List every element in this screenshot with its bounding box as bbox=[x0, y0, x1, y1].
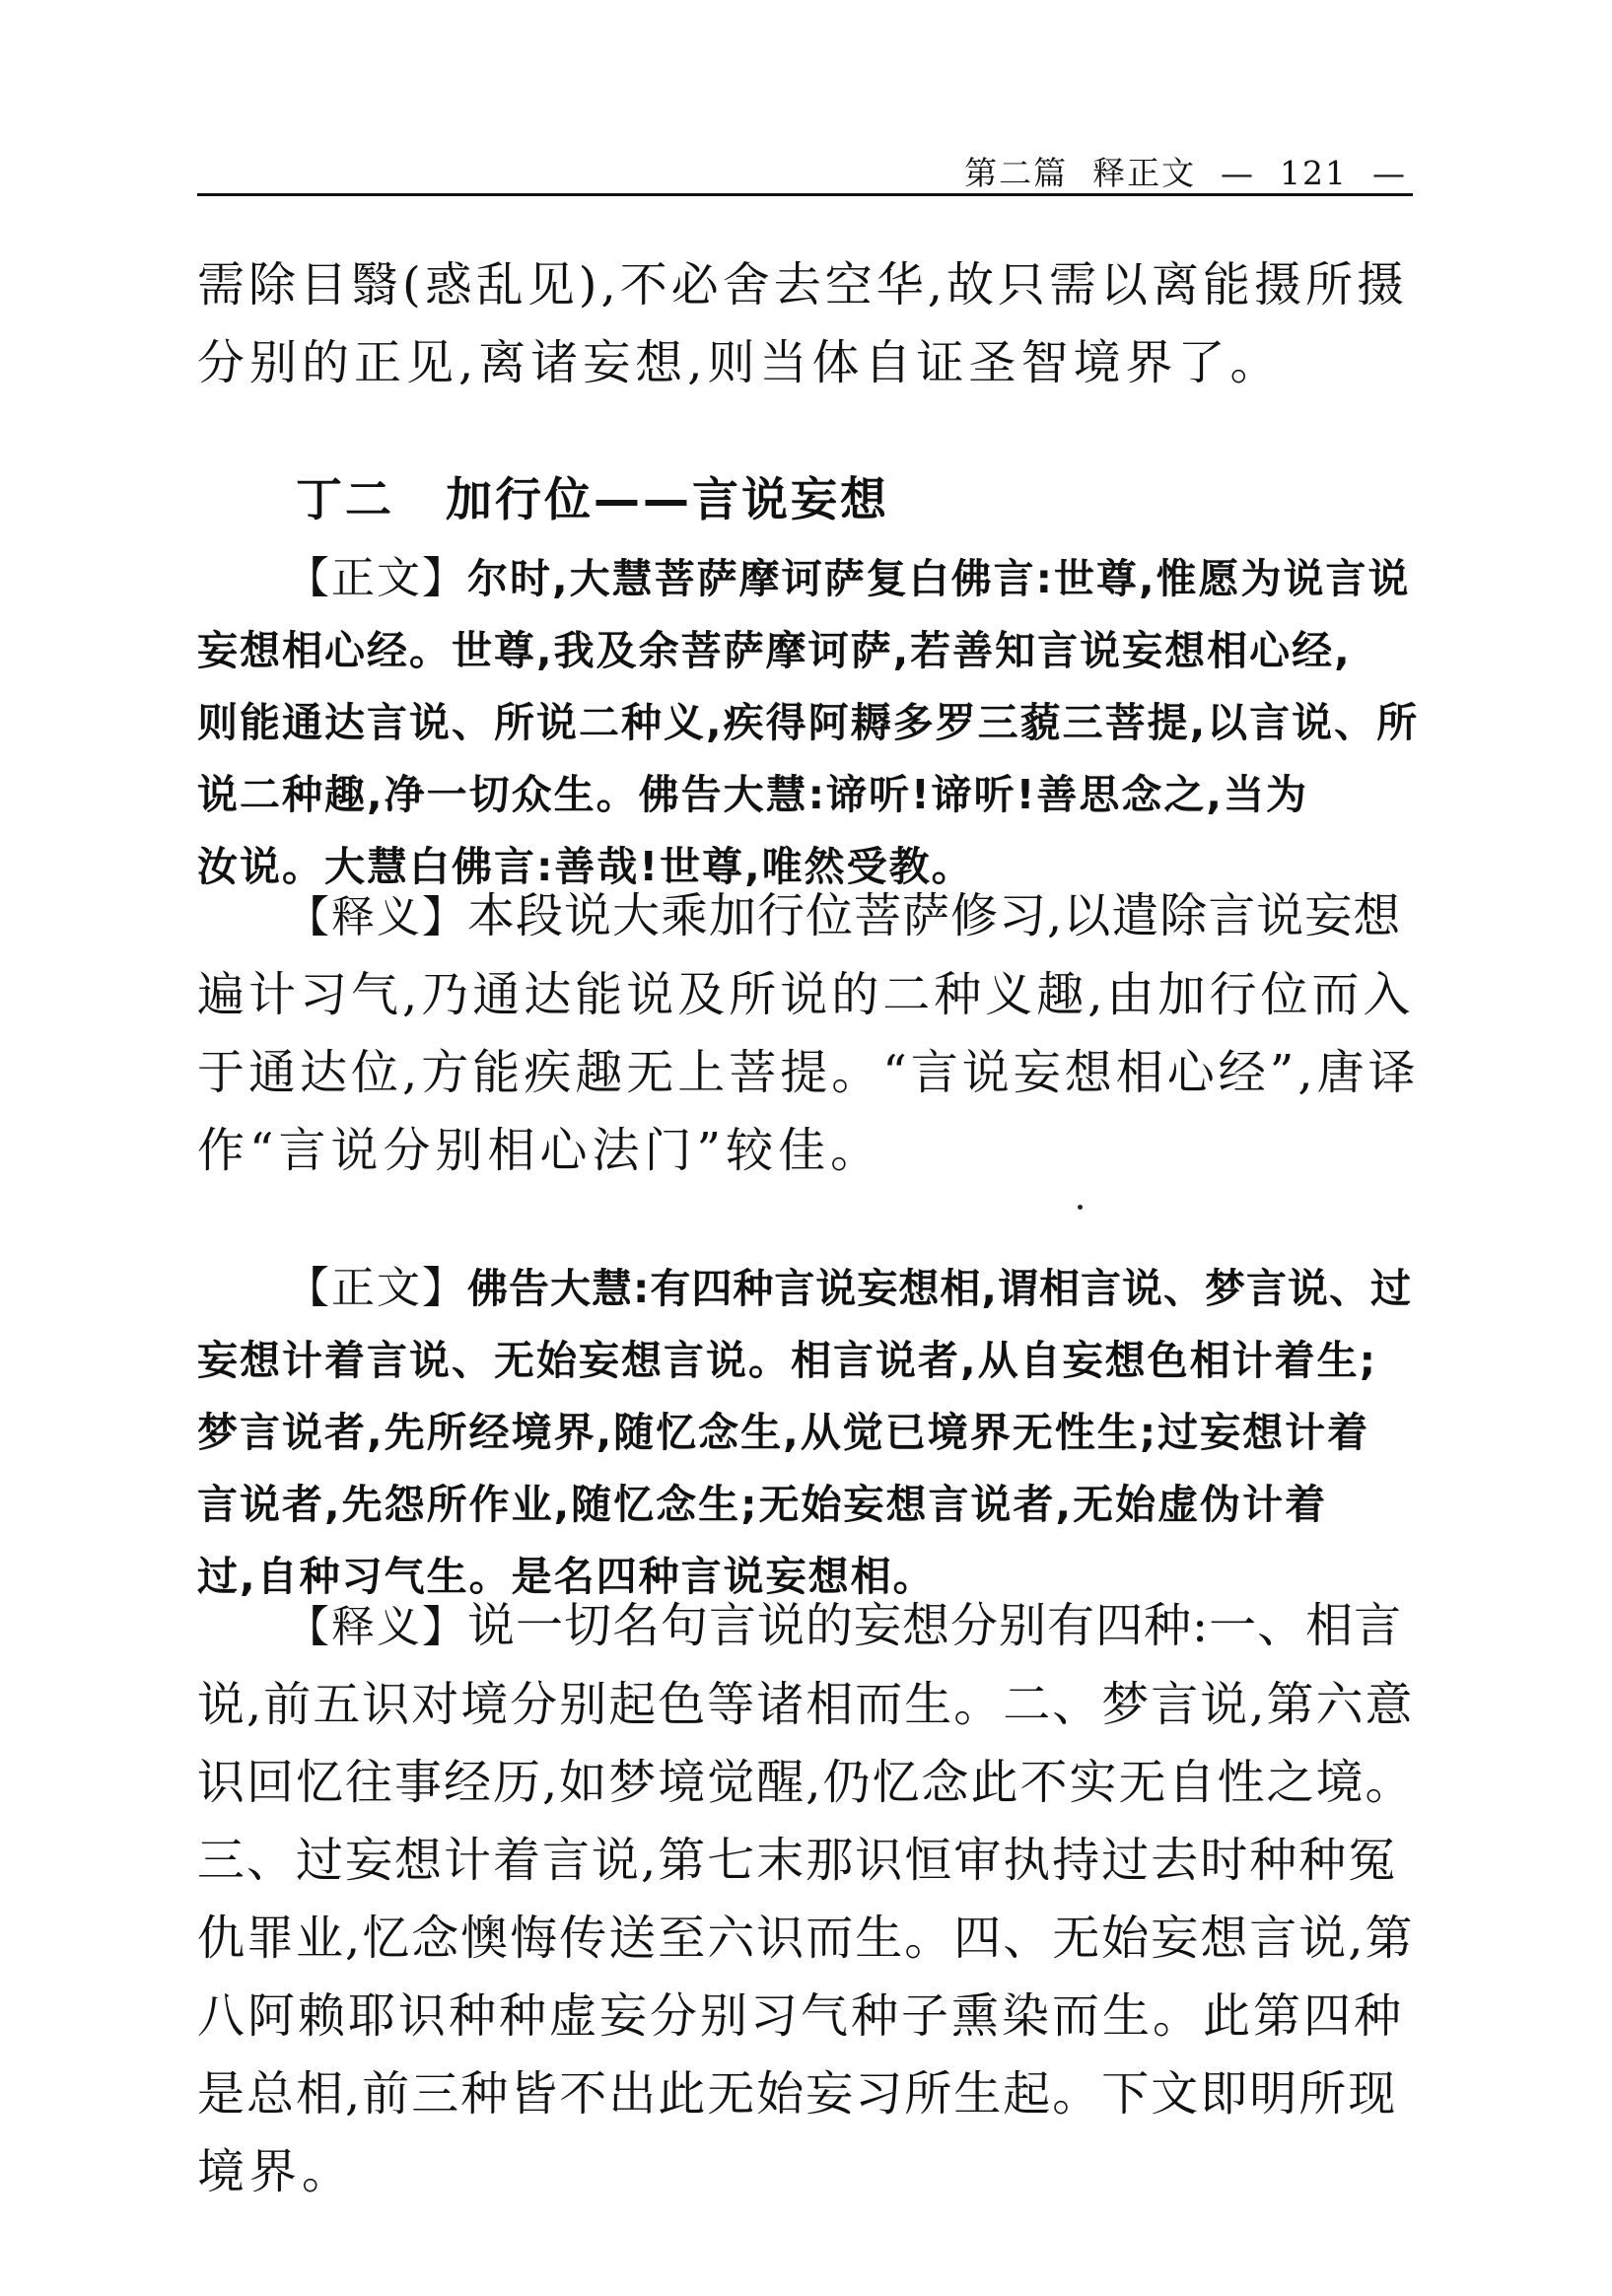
text-line: 作“言说分别相心法门”较佳。 bbox=[197, 1123, 883, 1178]
text-line: 于通达位,方能疾趣无上菩提。“言说妄想相心经”,唐译 bbox=[197, 1045, 1420, 1100]
text-line: 则能通达言说、所说二种义,疾得阿耨多罗三藐三菩提,以言说、所 bbox=[197, 699, 1420, 746]
text-line: 言说者,先怨所作业,随忆念生;无始妄想言说者,无始虚伪计着 bbox=[197, 1481, 1328, 1528]
zhengwen-label: 【正文】 bbox=[286, 1263, 467, 1313]
section-number: 丁二 bbox=[296, 473, 394, 527]
text-line: 境界。 bbox=[197, 2144, 355, 2199]
text-line: 分别的正见,离诸妄想,则当体自证圣智境界了。 bbox=[197, 335, 1283, 390]
section-heading bbox=[296, 463, 889, 529]
shiyi-label: 【释义】 bbox=[286, 892, 467, 942]
intro-paragraph bbox=[197, 246, 1420, 402]
shiyi-paragraph-1 bbox=[197, 877, 1420, 1190]
text-line: 三、过妄想计着言说,第七末那识恒审执持过去时种种冤 bbox=[197, 1833, 1398, 1888]
text-line: 尔时,大慧菩萨摩诃萨复白佛言:世尊,惟愿为说言说 bbox=[467, 555, 1411, 602]
text-line: 汝说。大慧白佛言:善哉!世尊,唯然受教。 bbox=[197, 843, 974, 890]
shiyi-label: 【释义】 bbox=[286, 1602, 467, 1652]
text-line: 八阿赖耶识种种虚妄分别习气种子熏染而生。此第四种 bbox=[197, 1988, 1405, 2044]
text-line: 说二种趣,净一切众生。佛告大慧:谛听!谛听!善思念之,当为 bbox=[197, 771, 1308, 818]
zhengwen-paragraph-1 bbox=[197, 542, 1420, 903]
zhengwen-paragraph-2 bbox=[197, 1252, 1420, 1613]
text-line: 说一切名句言说的妄想分别有四种:一、相言 bbox=[467, 1598, 1403, 1653]
text-line: 佛告大慧:有四种言说妄想相,谓相言说、梦言说、过 bbox=[467, 1265, 1412, 1312]
text-line: 说,前五识对境分别起色等诸相而生。二、梦言说,第六意 bbox=[197, 1677, 1415, 1732]
text-line: 仇罪业,忆念懊悔传送至六识而生。四、无始妄想言说,第 bbox=[197, 1911, 1415, 1966]
section-title: 加行位——言说妄想 bbox=[446, 473, 889, 527]
text-line: 识回忆往事经历,如梦境觉醒,仍忆念此不实无自性之境。 bbox=[197, 1755, 1415, 1810]
text-line: 本段说大乘加行位菩萨修习,以遣除言说妄想 bbox=[467, 888, 1402, 943]
text-line: 遍计习气,乃通达能说及所说的二种义趣,由加行位而入 bbox=[197, 967, 1415, 1022]
text-line: 需除目翳(惑乱见),不必舍去空华,故只需以离能摄所摄 bbox=[197, 257, 1408, 313]
running-header bbox=[197, 148, 1413, 196]
text-line: 妄想相心经。世尊,我及余菩萨摩诃萨,若善知言说妄想相心经, bbox=[197, 627, 1352, 674]
running-title: 第二篇 释正文 — 121 — bbox=[964, 154, 1407, 192]
shiyi-paragraph-2 bbox=[197, 1587, 1420, 2211]
zhengwen-label: 【正文】 bbox=[286, 553, 467, 603]
stray-dot bbox=[1078, 1205, 1083, 1210]
text-line: 妄想计着言说、无始妄想言说。相言说者,从自妄想色相计着生; bbox=[197, 1337, 1377, 1384]
text-line: 梦言说者,先所经境界,随忆念生,从觉已境界无性生;过妄想计着 bbox=[197, 1409, 1370, 1456]
text-line: 是总相,前三种皆不出此无始妄习所生起。下文即明所现 bbox=[197, 2066, 1398, 2122]
text-line: 过,自种习气生。是名四种言说妄想相。 bbox=[197, 1553, 936, 1600]
